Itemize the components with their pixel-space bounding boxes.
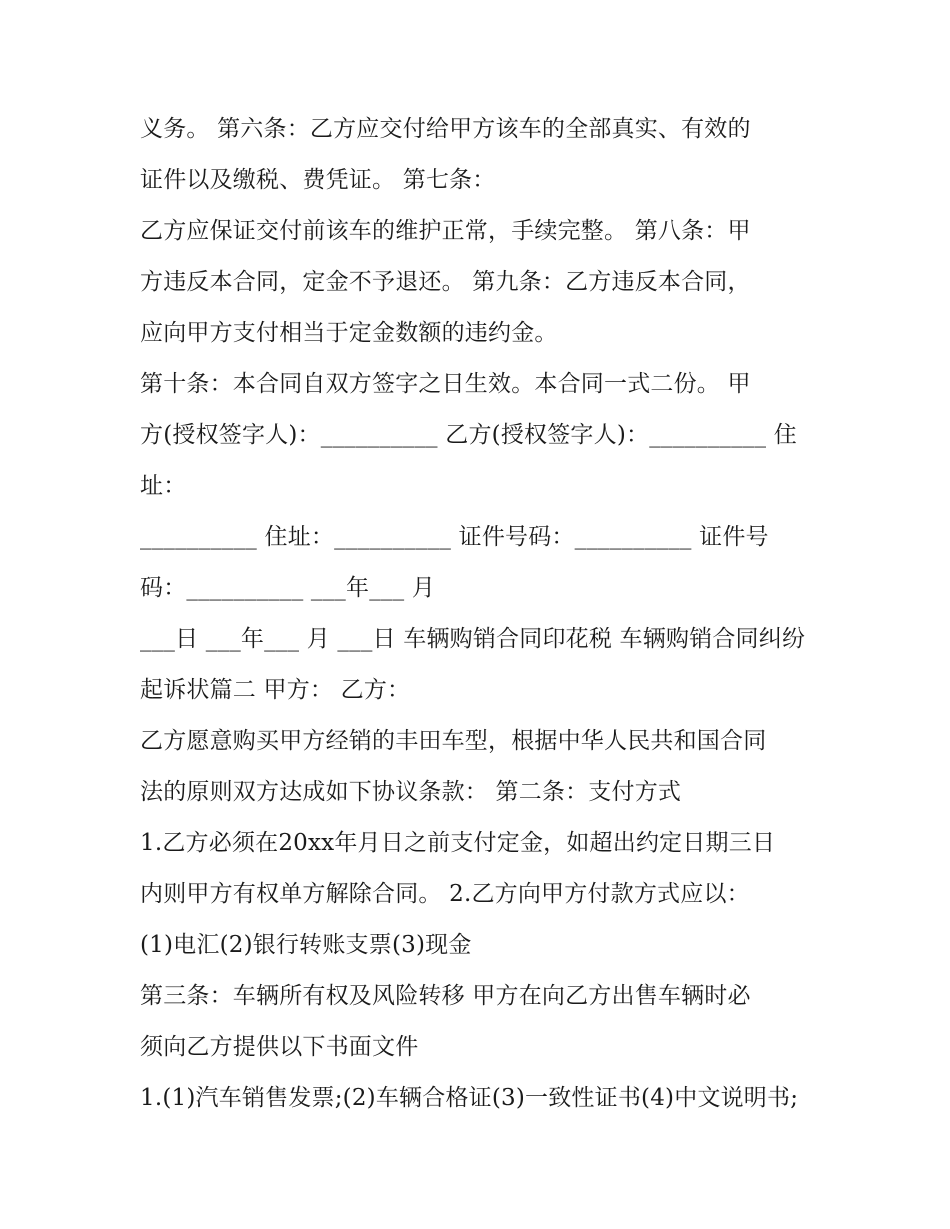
text-line: __________ 住址：__________ 证件号码：__________ 证件号 <box>140 524 769 550</box>
text-line: 义务。 第六条：乙方应交付给甲方该车的全部真实、有效的 <box>140 116 751 142</box>
text-line: ___日 ___年___ 月 ___日 车辆购销合同印花税 车辆购销合同纠纷 <box>140 626 806 652</box>
contract-text-body <box>140 104 820 1124</box>
text-line: 法的原则双方达成如下协议条款： 第二条：支付方式 <box>140 779 682 805</box>
text-line: 址： <box>140 473 187 499</box>
text-line: (1)电汇(2)银行转账支票(3)现金 <box>140 932 472 958</box>
text-line: 码：__________ ___年___ 月 <box>140 575 436 601</box>
text-line: 1.乙方必须在20xx年月日之前支付定金，如超出约定日期三日 <box>140 830 776 856</box>
text-line: 乙方愿意购买甲方经销的丰田车型，根据中华人民共和国合同 <box>140 728 767 754</box>
text-line: 内则甲方有权单方解除合同。 2.乙方向甲方付款方式应以： <box>140 881 750 907</box>
text-line: 应向甲方支付相当于定金数额的违约金。 <box>140 320 558 346</box>
text-line: 第三条：车辆所有权及风险转移 甲方在向乙方出售车辆时必 <box>140 983 751 1009</box>
text-line: 起诉状篇二 甲方： 乙方： <box>140 677 411 703</box>
text-line: 第十条：本合同自双方签字之日生效。本合同一式二份。 甲 <box>140 371 751 397</box>
text-line: 须向乙方提供以下书面文件 <box>140 1034 419 1060</box>
text-line: 方(授权签字人)：__________ 乙方(授权签字人)：__________ 住 <box>140 422 797 448</box>
text-line: 1.(1)汽车销售发票;(2)车辆合格证(3)一致性证书(4)中文说明书; <box>140 1085 799 1111</box>
text-line: 证件以及缴税、费凭证。 第七条： <box>140 167 496 193</box>
text-line: 乙方应保证交付前该车的维护正常，手续完整。 第八条：甲 <box>140 218 751 244</box>
text-line: 方违反本合同，定金不予退还。 第九条：乙方违反本合同， <box>140 269 751 295</box>
